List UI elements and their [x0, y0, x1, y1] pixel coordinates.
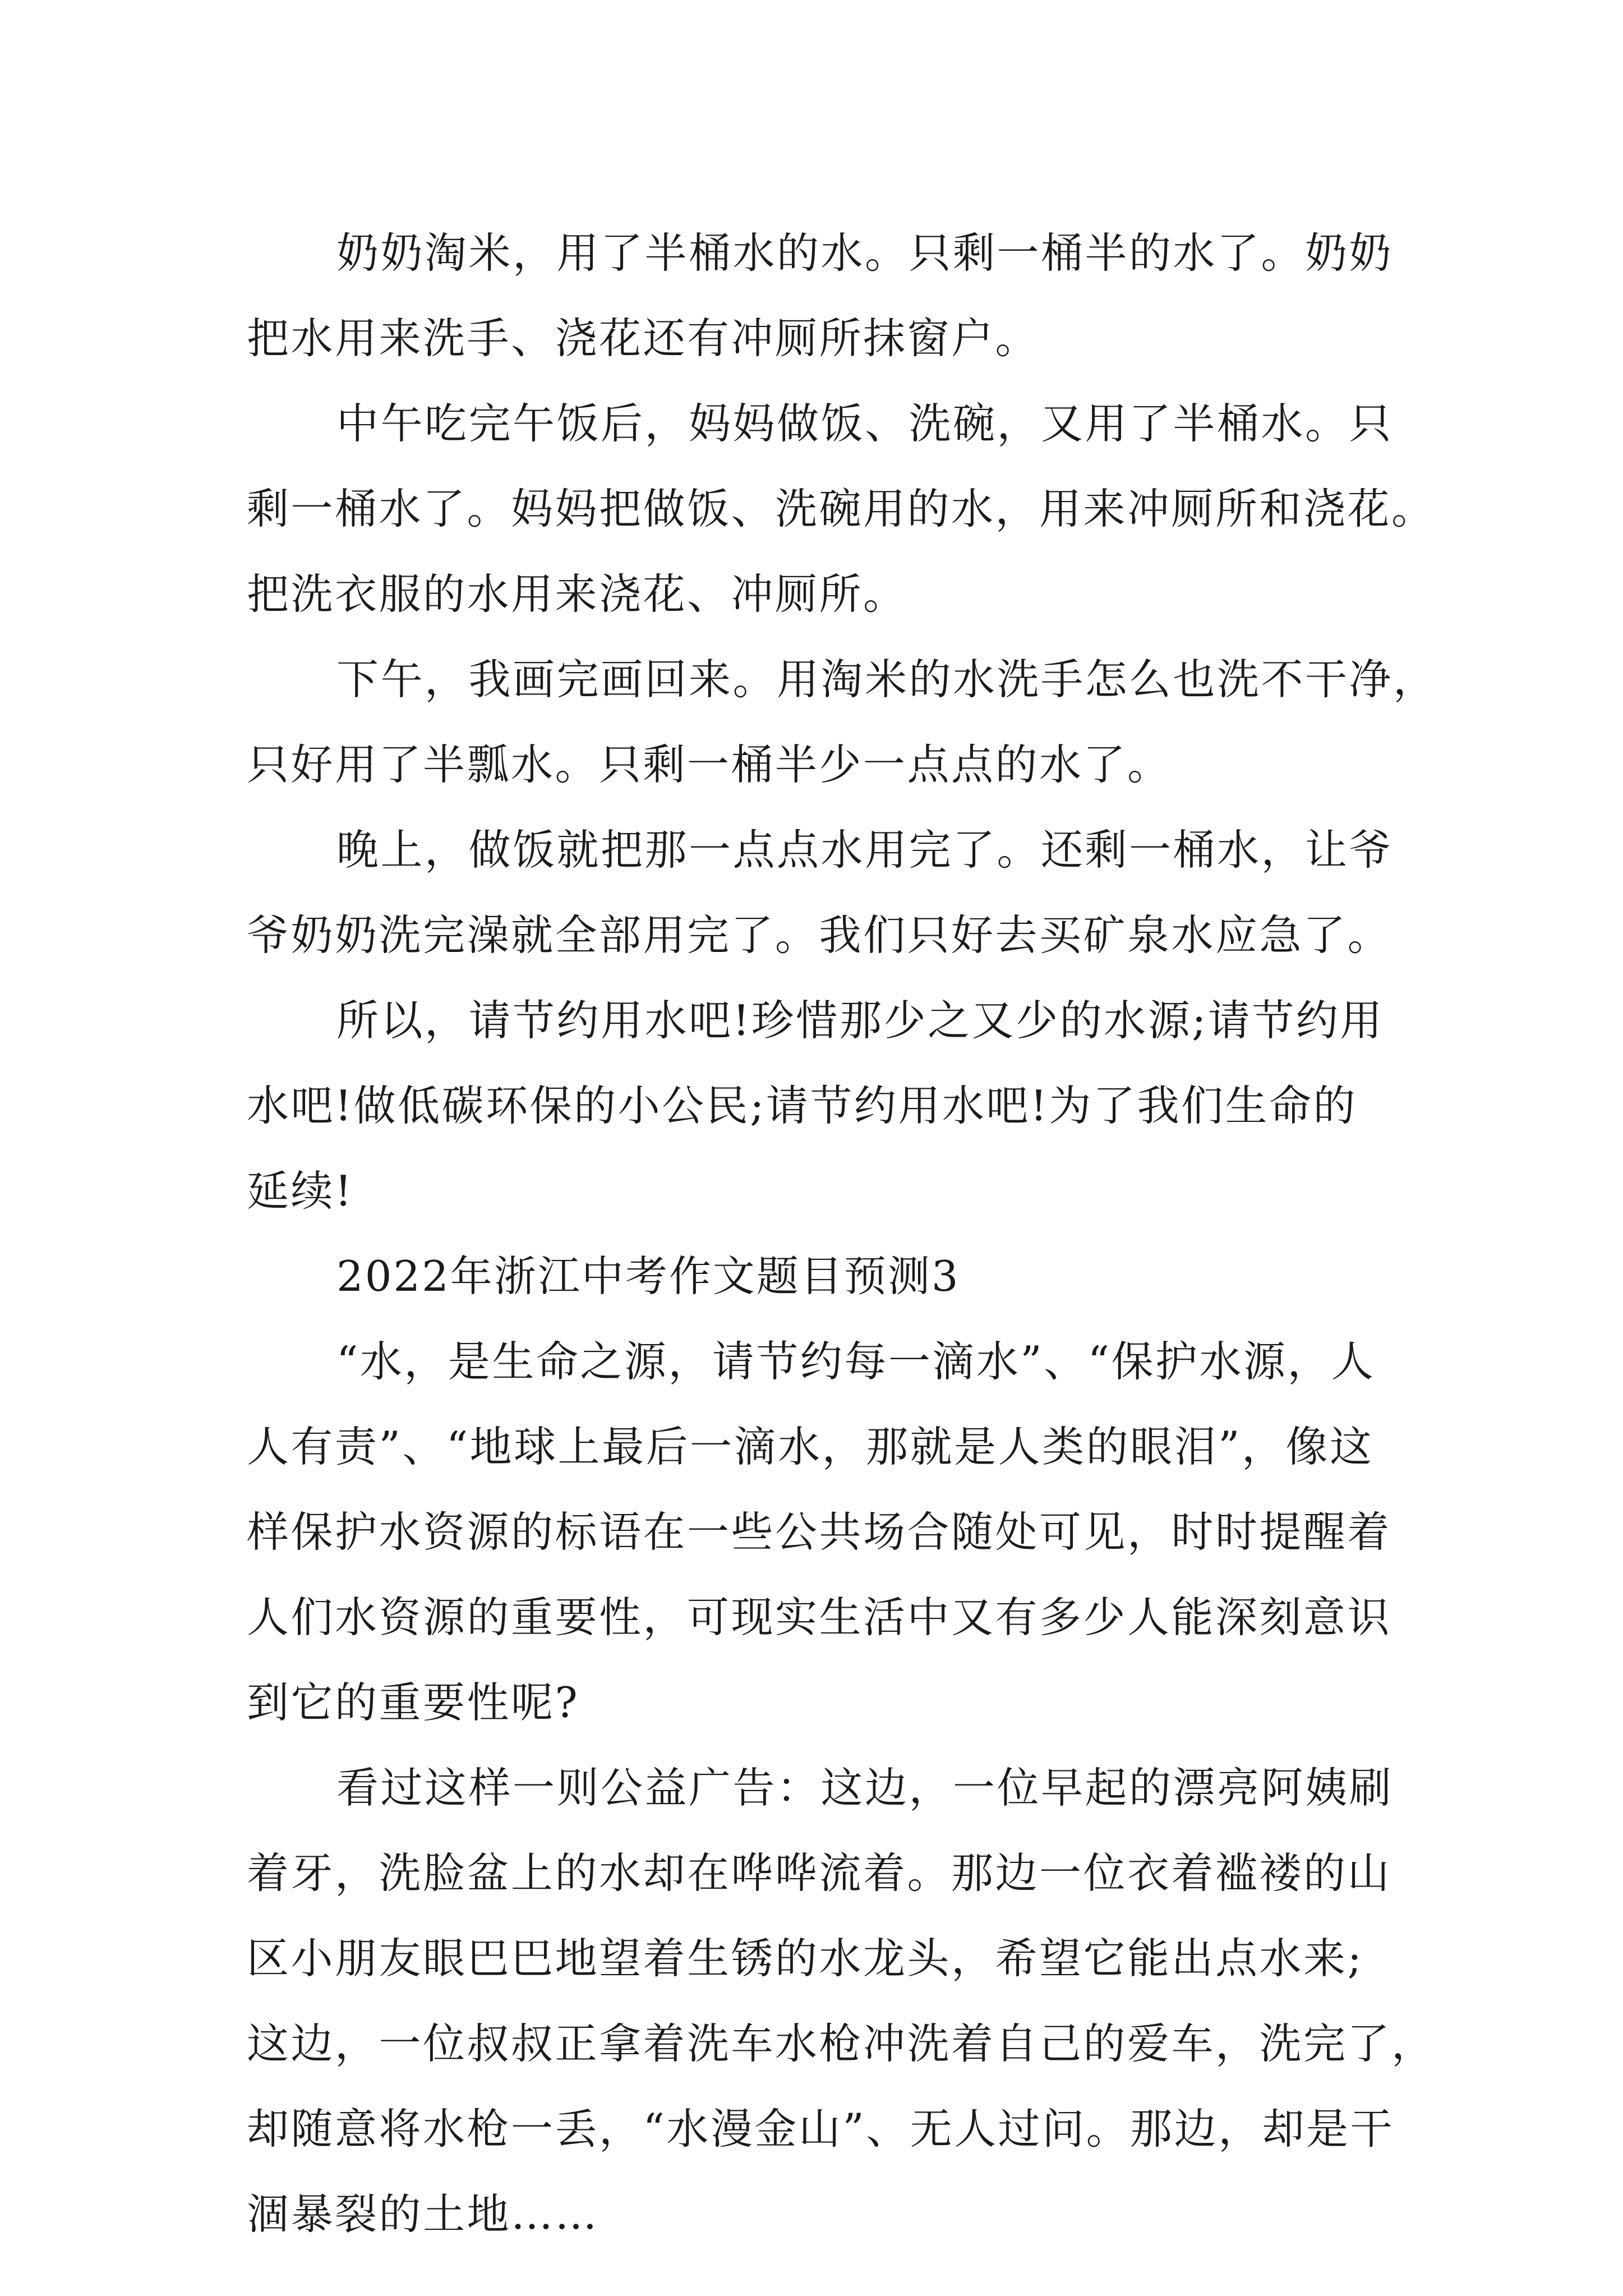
text-line: 却随意将水枪一丢，“水漫金山”、无人过问。那边，却是干	[247, 2104, 1395, 2154]
text-line: 延续!	[247, 1166, 354, 1216]
text-line: 下午，我画完画回来。用淘米的水洗手怎么也洗不干净，	[336, 655, 1437, 704]
paragraph-afternoon	[247, 637, 1437, 807]
text-line: 看过这样一则公益广告：这边，一位早起的漂亮阿姨刷	[336, 1763, 1394, 1812]
paragraph-ad	[247, 1745, 1436, 2257]
paragraph-evening	[247, 807, 1394, 978]
text-line: 人有责”、“地球上最后一滴水，那就是人类的眼泪”，像这	[247, 1422, 1374, 1471]
text-line: “水，是生命之源，请节约每一滴水”、“保护水源，人	[336, 1337, 1376, 1386]
text-line: 奶奶淘米，用了半桶水的水。只剩一桶半的水了。奶奶	[336, 228, 1394, 278]
document-body	[247, 210, 1437, 2257]
text-line: 只好用了半瓢水。只剩一桶半少一点点的水了。	[247, 740, 1172, 789]
text-line: 到它的重要性呢?	[247, 1678, 580, 1727]
text-line: 晚上，做饭就把那一点点水用完了。还剩一桶水，让爷	[336, 825, 1394, 875]
text-line: 涸暴裂的土地……	[247, 2189, 600, 2239]
paragraph-conclusion	[247, 978, 1391, 1234]
text-line: 样保护水资源的标语在一些公共场合随处可见，时时提醒着	[247, 1507, 1392, 1557]
text-line: 人们水资源的重要性，可现实生活中又有多少人能深刻意识	[247, 1593, 1392, 1642]
text-line: 中午吃完午饭后，妈妈做饭、洗碗，又用了半桶水。只	[336, 399, 1394, 448]
text-line: 剩一桶水了。妈妈把做饭、洗碗用的水，用来冲厕所和浇花。	[247, 484, 1436, 533]
text-line: 所以，请节约用水吧!珍惜那少之又少的水源;请节约用	[336, 996, 1384, 1045]
text-line: 这边，一位叔叔正拿着洗车水枪冲洗着自己的爱车，洗完了，	[247, 2019, 1436, 2068]
paragraph-lunch	[247, 381, 1436, 637]
text-line: 把水用来洗手、浇花还有冲厕所抹窗户。	[247, 314, 1040, 363]
paragraph-slogans	[247, 1319, 1391, 1745]
text-line: 着牙，洗脸盆上的水却在哗哗流着。那边一位衣着褴褛的山	[247, 1848, 1392, 1898]
essay-heading: 2022年浙江中考作文题目预测3	[336, 1251, 960, 1301]
text-line: 爷奶奶洗完澡就全部用完了。我们只好去买矿泉水应急了。	[247, 910, 1392, 960]
text-line: 区小朋友眼巴巴地望着生锈的水龙头，希望它能出点水来;	[247, 1934, 1364, 1983]
text-line: 把洗衣服的水用来浇花、冲厕所。	[247, 569, 907, 619]
paragraph-grandma-rice	[247, 210, 1394, 381]
text-line: 水吧!做低碳环保的小公民;请节约用水吧!为了我们生命的	[247, 1081, 1358, 1130]
